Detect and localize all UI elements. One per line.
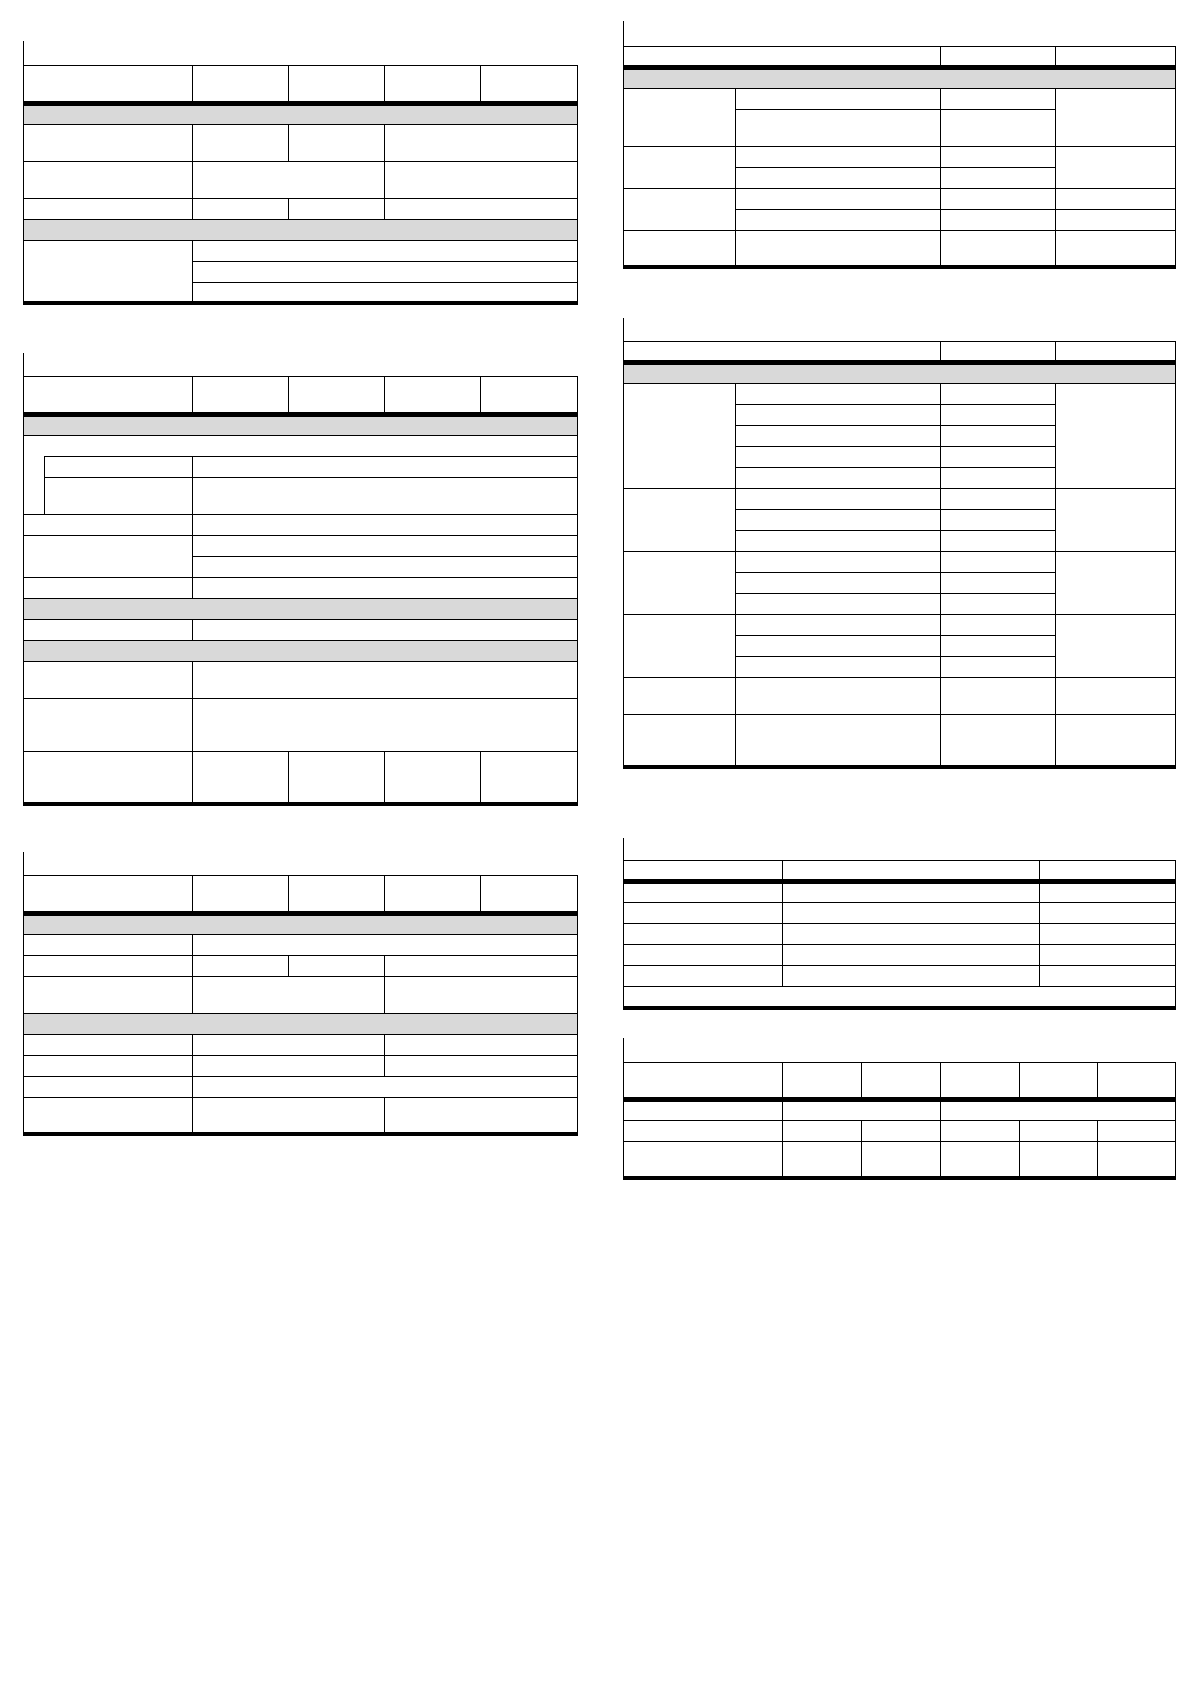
table-cell [193,535,578,556]
section-header [24,1013,578,1034]
table-cell [1056,677,1176,714]
table-cell [385,1097,578,1134]
row-label [24,577,193,598]
table-left-3 [23,852,578,1136]
header-cell [941,1062,1020,1099]
table-cell [193,240,578,261]
row-label [24,198,193,219]
table-cell [783,923,1040,944]
table-cell [385,161,578,198]
header-cell [783,1062,862,1099]
table-cell [941,109,1056,146]
header-cell [193,376,289,414]
row-label [24,976,193,1013]
table-cell [736,551,941,572]
row-label [624,1099,783,1120]
section-header [24,414,578,435]
section-header [24,103,578,124]
table-cell [385,124,578,161]
header-cell [1098,1062,1176,1099]
table-cell [941,714,1056,767]
table-cell [193,619,578,640]
row-label [24,124,193,161]
header-cell [24,65,193,103]
row-label [624,551,736,614]
row-label [624,146,736,188]
table-cell [941,509,1056,530]
row-label [24,661,193,698]
table-cell [289,751,385,804]
table-cell [193,556,578,577]
table-cell [736,572,941,593]
table-cell [1020,1120,1098,1141]
header-cell [1040,860,1176,881]
section-header [624,362,1176,383]
row-label [24,514,193,535]
table-cell [736,167,941,188]
table-cell [783,902,1040,923]
footnote-cell [624,986,1176,1008]
table-cell [385,198,578,219]
header-cell [624,341,941,362]
table-cell [385,1034,578,1055]
table-cell [941,383,1056,404]
table-cell [289,198,385,219]
header-cell [941,341,1056,362]
table-cell [193,698,578,751]
table-cell [736,593,941,614]
table-cell [193,661,578,698]
row-label [24,619,193,640]
header-cell [1020,1062,1098,1099]
table-cell [941,188,1056,209]
header-cell [24,875,193,913]
table-cell [941,425,1056,446]
table-cell [941,1141,1020,1178]
header-cell [624,1062,783,1099]
table-cell [1056,230,1176,267]
table-cell [1056,188,1176,209]
header-cell [1056,341,1176,362]
table-title-cell [624,318,1176,341]
row-label [24,535,193,577]
table-right-3 [623,838,1176,1010]
table-cell [941,467,1056,488]
header-cell [385,376,481,414]
table-cell [1040,923,1176,944]
table-cell [24,435,578,456]
header-cell [193,65,289,103]
row-label [24,955,193,976]
table-cell [941,1120,1020,1141]
table-cell [783,1099,941,1120]
header-cell [481,65,578,103]
header-cell [289,65,385,103]
table-cell [783,1141,862,1178]
table-cell [193,456,578,477]
header-cell [783,860,1040,881]
row-label [624,614,736,677]
table-cell [1056,714,1176,767]
row-label [624,488,736,551]
table-cell [624,944,783,965]
table-cell [385,976,578,1013]
table-cell [624,923,783,944]
table-cell [1056,88,1176,146]
row-label [24,934,193,955]
table-cell [1040,881,1176,902]
table-cell [193,934,578,955]
header-cell [385,875,481,913]
table-cell [941,593,1056,614]
header-cell [624,860,783,881]
table-cell [736,188,941,209]
table-cell [941,404,1056,425]
table-cell [1040,902,1176,923]
table-cell [941,551,1056,572]
indent-cell [24,456,45,514]
table-cell [1098,1141,1176,1178]
table-cell [941,635,1056,656]
table-title-cell [624,21,1176,46]
table-cell [193,282,578,303]
table-cell [736,530,941,551]
table-cell [736,467,941,488]
table-cell [193,198,289,219]
table-cell [736,146,941,167]
table-cell [1056,146,1176,188]
table-title-cell [24,852,578,875]
table-cell [736,425,941,446]
row-label [624,88,736,146]
table-cell [193,261,578,282]
table-cell [736,209,941,230]
table-cell [941,1099,1176,1120]
section-header [624,67,1176,88]
table-cell [736,446,941,467]
table-cell [1056,383,1176,488]
table-cell [941,530,1056,551]
table-title-cell [24,353,578,376]
table-cell [193,1076,578,1097]
table-cell [193,955,289,976]
table-right-2 [623,318,1176,769]
row-label [24,1034,193,1055]
row-label [624,714,736,767]
table-cell [385,1055,578,1076]
header-cell [1056,46,1176,67]
row-label [24,751,193,804]
table-cell [624,965,783,986]
table-cell [941,446,1056,467]
row-label [624,677,736,714]
table-cell [193,1034,385,1055]
table-cell [941,230,1056,267]
header-cell [289,875,385,913]
table-cell [941,614,1056,635]
table-cell [385,955,578,976]
table-cell [193,1097,385,1134]
section-header [24,640,578,661]
table-cell [783,944,1040,965]
table-cell [481,751,578,804]
row-label [24,240,193,303]
table-cell [941,488,1056,509]
table-cell [289,955,385,976]
table-cell [385,751,481,804]
table-cell [193,751,289,804]
table-cell [862,1120,941,1141]
header-cell [385,65,481,103]
row-label [624,230,736,267]
table-cell [941,88,1056,109]
header-cell [24,376,193,414]
table-cell [736,230,941,267]
table-cell [624,881,783,902]
table-cell [1040,965,1176,986]
row-label [24,161,193,198]
header-cell [624,46,941,67]
section-header [24,913,578,934]
table-cell [1020,1141,1098,1178]
header-cell [481,376,578,414]
table-cell [1040,944,1176,965]
table-cell [624,902,783,923]
table-cell [783,1120,862,1141]
row-label [624,188,736,230]
table-cell [783,965,1040,986]
row-label [45,456,193,477]
table-cell [862,1141,941,1178]
table-right-1 [623,21,1176,269]
table-cell [941,146,1056,167]
table-cell [941,677,1056,714]
table-cell [1056,209,1176,230]
table-cell [736,109,941,146]
table-cell [193,477,578,514]
table-cell [736,88,941,109]
header-cell [941,46,1056,67]
table-cell [289,124,385,161]
table-cell [941,167,1056,188]
table-title-cell [624,838,1176,860]
table-cell [736,635,941,656]
row-label [624,383,736,488]
table-cell [1056,551,1176,614]
table-cell [736,677,941,714]
table-cell [193,161,385,198]
table-title-cell [624,1038,1176,1062]
section-header [24,598,578,619]
section-header [24,219,578,240]
table-cell [193,514,578,535]
table-cell [736,656,941,677]
table-cell [941,209,1056,230]
header-cell [289,376,385,414]
row-label [24,1055,193,1076]
table-cell [1056,614,1176,677]
table-cell [941,572,1056,593]
table-cell [193,577,578,598]
table-cell [736,383,941,404]
table-cell [736,509,941,530]
table-cell [783,881,1040,902]
table-left-1 [23,41,578,305]
table-left-2 [23,353,578,806]
row-label [24,698,193,751]
table-cell [193,124,289,161]
table-cell [736,488,941,509]
row-label [24,1076,193,1097]
header-cell [193,875,289,913]
table-cell [193,1055,385,1076]
table-cell [1098,1120,1176,1141]
row-label [45,477,193,514]
table-cell [1056,488,1176,551]
header-cell [862,1062,941,1099]
table-cell [736,614,941,635]
row-label [624,1120,783,1141]
table-cell [736,714,941,767]
table-cell [736,404,941,425]
table-cell [193,976,385,1013]
row-label [24,1097,193,1134]
table-title-cell [24,41,578,65]
table-right-4 [623,1038,1176,1180]
table-cell [941,656,1056,677]
header-cell [481,875,578,913]
row-label [624,1141,783,1178]
